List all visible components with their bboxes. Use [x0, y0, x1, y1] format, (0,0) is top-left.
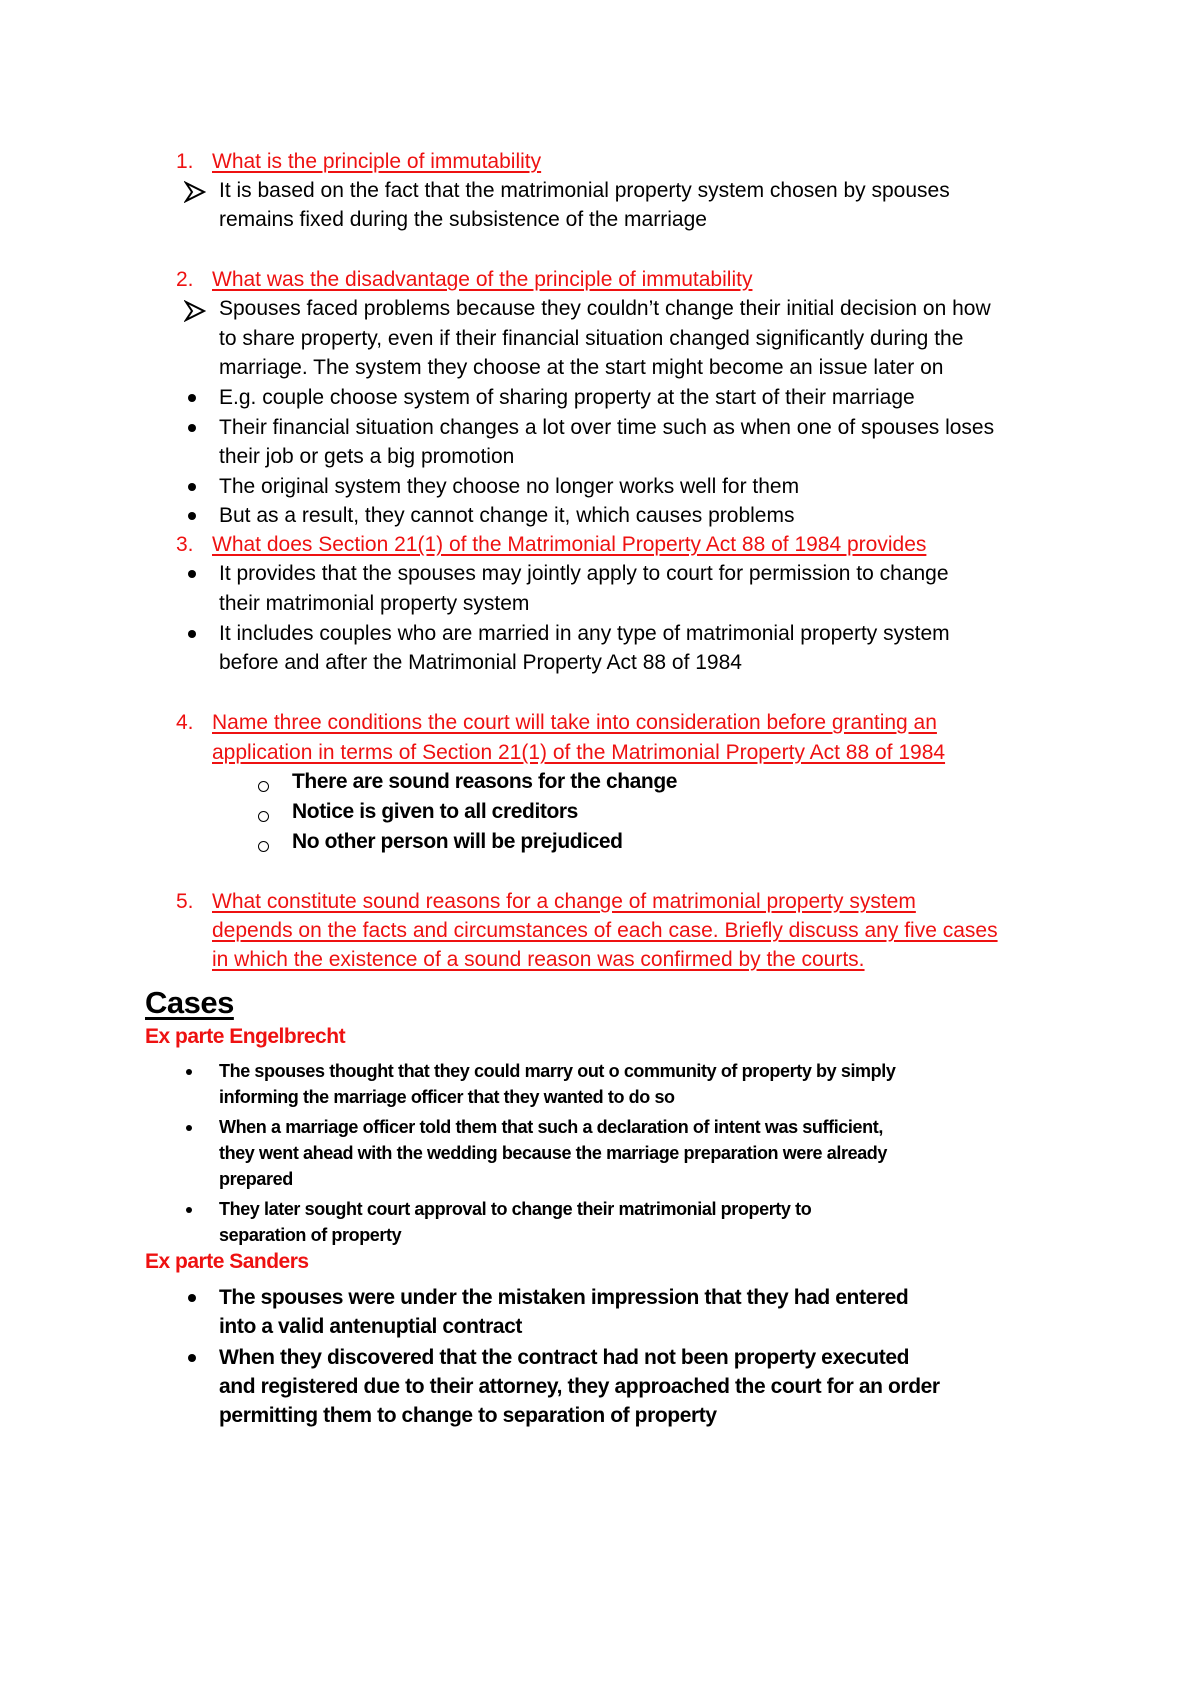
engelbrecht-line-5: prepared [219, 1169, 293, 1189]
q4-condition-1: There are sound reasons for the change [292, 770, 678, 793]
case-title-engelbrecht: Ex parte Engelbrecht [145, 1025, 346, 1048]
engelbrecht-line-4: they went ahead with the wedding because the marriage preparation were already [219, 1143, 888, 1163]
q1-question: What is the principle of immutability [212, 150, 542, 173]
circle-bullet-icon [258, 811, 269, 822]
q2-bullet-2-line-2: their job or gets a big promotion [219, 445, 515, 468]
q2-answer-line-1: Spouses faced problems because they couldn’t change their initial decision on how [219, 297, 991, 320]
bullet-icon [188, 630, 196, 638]
q4-condition-3: No other person will be prejudiced [292, 830, 623, 853]
q2-number: 2. [176, 268, 194, 291]
q2-question: What was the disadvantage of the principle of immutability [212, 268, 753, 291]
bullet-icon [186, 1207, 192, 1213]
engelbrecht-line-3: When a marriage officer told them that such a declaration of intent was sufficient, [219, 1117, 883, 1137]
q2-bullet-4: But as a result, they cannot change it, which causes problems [219, 504, 795, 527]
q4-question-line-2: application in terms of Section 21(1) of the Matrimonial Property Act 88 of 1984 [212, 741, 946, 764]
bullet-icon [186, 1069, 192, 1075]
sanders-line-5: permitting them to change to separation of property [219, 1404, 717, 1427]
engelbrecht-line-6: They later sought court approval to change their matrimonial property to [219, 1199, 812, 1219]
q2-answer-line-3: marriage. The system they choose at the start might become an issue later on [219, 356, 944, 379]
sanders-line-4: and registered due to their attorney, they approached the court for an order [219, 1375, 940, 1398]
bullet-icon [188, 394, 196, 402]
bullet-icon [188, 1354, 196, 1362]
engelbrecht-line-1: The spouses thought that they could marry out o community of property by simply [219, 1061, 896, 1081]
q2-bullet-1: E.g. couple choose system of sharing property at the start of their marriage [219, 386, 915, 409]
q5-number: 5. [176, 890, 194, 913]
engelbrecht-line-2: informing the marriage officer that they wanted to do so [219, 1087, 675, 1107]
case-title-sanders: Ex parte Sanders [145, 1250, 309, 1273]
bullet-icon [188, 483, 196, 491]
q5-question-line-3: in which the existence of a sound reason was confirmed by the courts. [212, 948, 865, 971]
engelbrecht-line-7: separation of property [219, 1225, 402, 1245]
bullet-icon [188, 1294, 196, 1302]
q5-question-line-2: depends on the facts and circumstances of each case. Briefly discuss any five cases [212, 919, 998, 942]
q3-number: 3. [176, 533, 194, 556]
q1-answer-line-2: remains fixed during the subsistence of the marriage [219, 208, 707, 231]
q4-question-line-1: Name three conditions the court will take into consideration before granting an [212, 711, 937, 734]
circle-bullet-icon [258, 781, 269, 792]
q4-number: 4. [176, 711, 194, 734]
q3-bullet-1-line-1: It provides that the spouses may jointly apply to court for permission to change [219, 562, 949, 585]
sanders-line-2: into a valid antenuptial contract [219, 1315, 523, 1338]
q2-answer-line-2: to share property, even if their financial situation changed significantly during the [219, 327, 964, 350]
bullet-icon [188, 424, 196, 432]
sanders-line-1: The spouses were under the mistaken impression that they had entered [219, 1286, 909, 1309]
bullet-icon [186, 1125, 192, 1131]
q1-number: 1. [176, 150, 194, 173]
q5-question-line-1: What constitute sound reasons for a change of matrimonial property system [212, 890, 916, 913]
sanders-line-3: When they discovered that the contract had not been property executed [219, 1346, 910, 1369]
circle-bullet-icon [258, 841, 269, 852]
bullet-icon [188, 512, 196, 520]
q1-answer-line-1: It is based on the fact that the matrimonial property system chosen by spouses [219, 179, 950, 202]
q3-bullet-1-line-2: their matrimonial property system [219, 592, 530, 615]
q3-bullet-2-line-1: It includes couples who are married in any type of matrimonial property system [219, 622, 950, 645]
q3-question: What does Section 21(1) of the Matrimonial Property Act 88 of 1984 provides [212, 533, 927, 556]
arrow-bullet-icon [184, 300, 206, 322]
cases-heading: Cases [145, 985, 234, 1020]
q2-bullet-3: The original system they choose no longer works well for them [219, 475, 800, 498]
q4-condition-2: Notice is given to all creditors [292, 800, 578, 823]
arrow-bullet-icon [184, 181, 206, 203]
q2-bullet-2-line-1: Their financial situation changes a lot over time such as when one of spouses loses [219, 416, 995, 439]
q3-bullet-2-line-2: before and after the Matrimonial Property Act 88 of 1984 [219, 651, 742, 674]
bullet-icon [188, 570, 196, 578]
